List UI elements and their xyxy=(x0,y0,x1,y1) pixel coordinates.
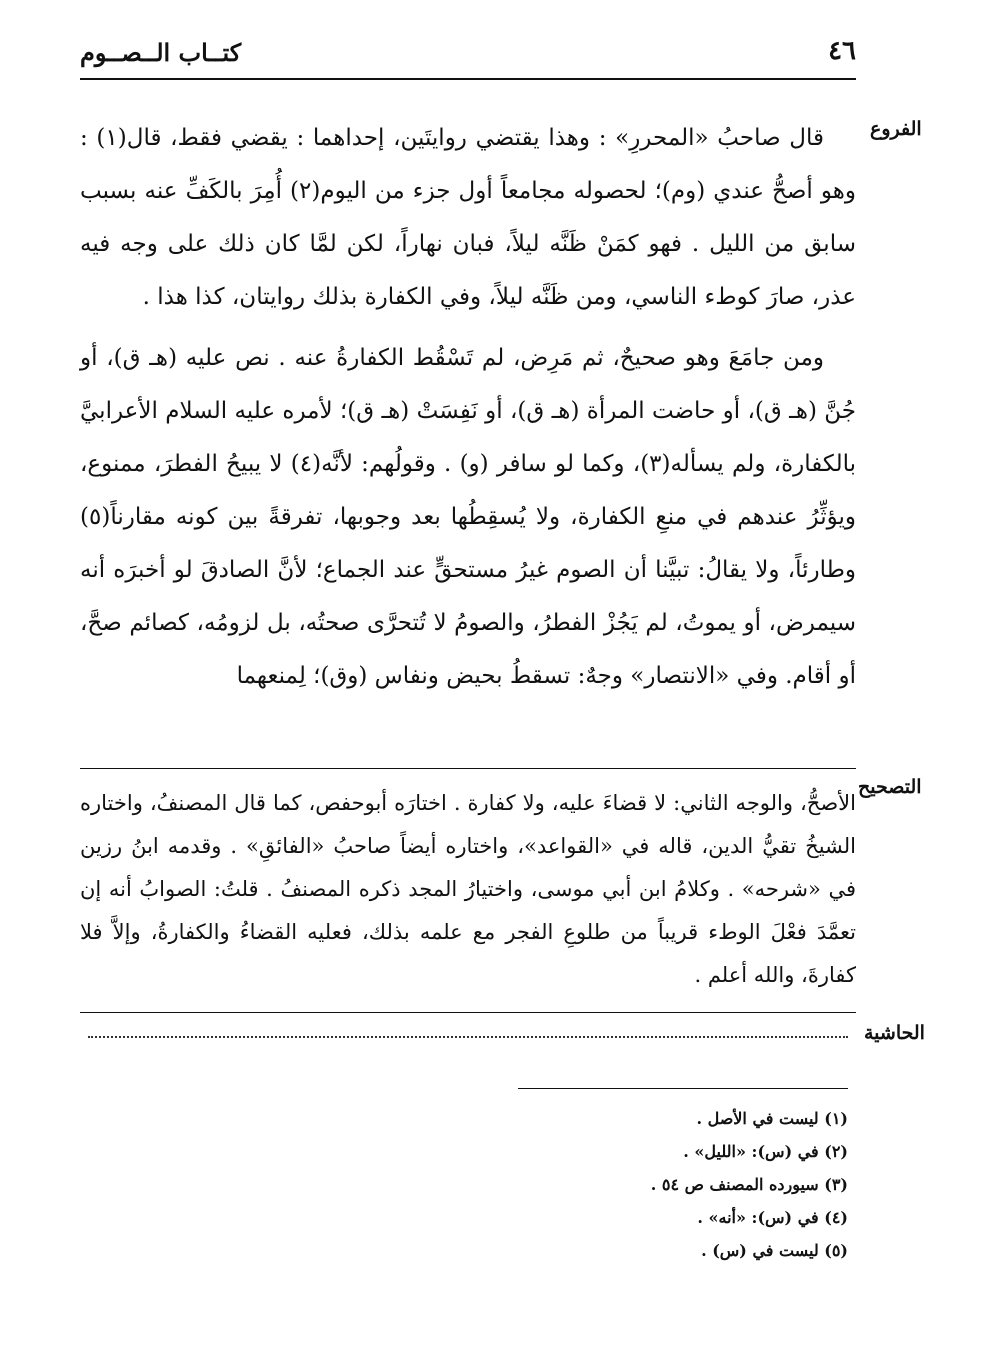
hashiya-label: الحاشية xyxy=(864,1022,925,1044)
book-title: كتــاب الــصــوم xyxy=(80,38,242,67)
page-header xyxy=(80,36,856,76)
tashih-paragraph: الأصحُّ، والوجه الثاني: لا قضاءَ عليه، ولا كفارة . اختارَه أبوحفص، كما قال المصنفُ، واختاره الشيخُ تقيُّ الدين، قاله في «القواعد»، واختاره أيضاً صاحبُ «الفائقِ» . وقدمه ابنُ رزين في «شرحه» . وكلامُ ابن أبي موسى، واختيارُ المجد ذكره المصنفُ . قلتُ: الصوابُ أنه إن تعمَّدَ فعْلَ الوطء قريباً من طلوعِ الفجر مع علمه بذلك، فعليه القضاءُ والكفارةُ، وإلاَّ فلا كفارةَ، والله أعلم . xyxy=(80,791,856,987)
footnote-2: (٢) في (س): «الليل» . xyxy=(683,1142,848,1161)
footnote-3: (٣) سيورده المصنف ص ٥٤ . xyxy=(650,1175,848,1194)
footnotes xyxy=(420,1102,848,1267)
hashiya-dotted-line xyxy=(88,1036,848,1038)
tashih-text-block xyxy=(80,782,856,997)
header-rule xyxy=(80,78,856,80)
main-text xyxy=(80,112,856,703)
furu-label: الفروع xyxy=(870,118,922,140)
section-divider xyxy=(80,768,856,769)
tashih-label: التصحيح xyxy=(858,776,922,798)
page-number: ٤٦ xyxy=(828,36,856,66)
footnote-rule xyxy=(518,1088,848,1089)
hashiya-divider xyxy=(80,1012,856,1013)
footnote-1: (١) ليست في الأصل . xyxy=(696,1109,848,1128)
footnote-4: (٤) في (س): «أنه» . xyxy=(697,1208,848,1227)
main-paragraph-1: قال صاحبُ «المحررِ» : وهذا يقتضي روايتَين، إحداهما : يقضي فقط، قال(١) : وهو أصحُّ عندي (وم)؛ لحصوله مجامعاً أول جزء من اليوم(٢) أُمِرَ بالكَفِّ عنه بسبب سابق من الليل . فهو كمَنْ ظَنَّه ليلاً، فبان نهاراً، لكن لمَّا كان ذلك على وجه فيه عذر، صارَ كوطء الناسي، ومن ظَنَّه ليلاً، وفي الكفارة بذلك روايتان، كذا هذا . xyxy=(80,125,857,310)
footnote-5: (٥) ليست في (س) . xyxy=(701,1241,848,1260)
main-paragraph-2: ومن جامَعَ وهو صحيحٌ، ثم مَرِض، لم تَسْقُط الكفارةُ عنه . نص عليه (هـ ق)، أو جُنَّ (هـ ق)، أو حاضت المرأة (هـ ق)، أو نَفِسَتْ (هـ ق)؛ لأمره عليه السلام الأعرابيَّ بالكفارة، ولم يسأله(٣)، وكما لو سافر (و) . وقولُهم: لأنَّه(٤) لا يبيحُ الفطرَ، ممنوع، ويؤثِّرُ عندهم في منعِ الكفارة، ولا يُسقِطُها بعد وجوبها، تفرقةً بين كونه مقارناً(٥) وطارئاً، ولا يقالُ: تبيَّنا أن الصوم غيرُ مستحقٍّ عند الجماع؛ لأنَّ الصادقَ لو أخبرَه أنه سيمرض، أو يموتُ، لم يَجُزْ الفطرُ، والصومُ لا تُتحرَّى صحتُه، بل لزومُه، كصائم صحَّ، أو أقام. وفي «الانتصار» وجهٌ: تسقطُ بحيض ونفاس (وق)؛ لِمنعهما xyxy=(80,345,856,689)
